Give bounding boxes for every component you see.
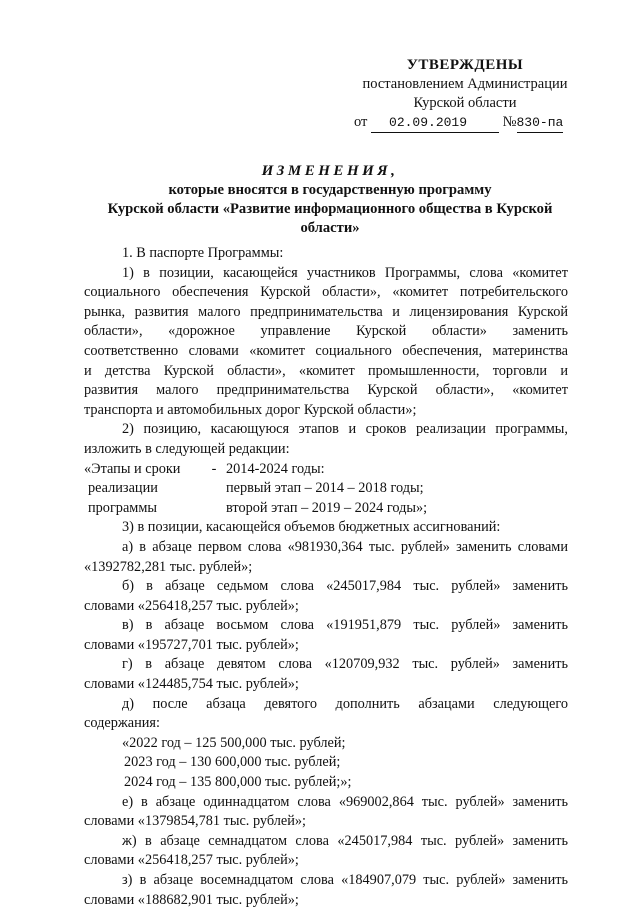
text-line: а) в абзаце первом слова «981930,364 тыс. рублей» заменить словами xyxy=(122,538,568,555)
text-line: словами «195727,701 тыс. рублей»; xyxy=(84,636,299,653)
document-title xyxy=(100,162,560,238)
document-body xyxy=(84,244,568,910)
item-v xyxy=(84,616,568,655)
stages-label: программы xyxy=(88,499,158,516)
from-label: от xyxy=(354,114,368,130)
stages-label: «Этапы и сроки xyxy=(84,460,181,477)
item-b xyxy=(84,577,568,616)
approval-line-2: Курской области xyxy=(413,95,517,111)
date-underline-tail xyxy=(485,113,499,133)
text-line: развития малого предпринимательства Курской области», «комитет xyxy=(84,382,568,399)
number-label: № xyxy=(502,114,517,130)
approval-date: 02.09.2019 xyxy=(371,113,485,133)
text-line: з) в абзаце восемнадцатом слова «184907,079 тыс. рублей» заменить xyxy=(122,872,568,888)
stages-row xyxy=(84,460,568,480)
title-line-2: Курской области «Развитие информационного общества в Курской xyxy=(107,201,553,217)
text-line: словами «256418,257 тыс. рублей»; xyxy=(84,597,299,614)
year-line: 2023 год – 130 600,000 тыс. рублей; xyxy=(124,754,341,771)
approval-number: 830-па xyxy=(517,113,563,133)
text-line: ж) в абзаце семнадцатом слова «245017,984 тыс. рублей» заменить xyxy=(122,832,568,849)
year-line: «2022 год – 125 500,000 тыс. рублей; xyxy=(122,734,346,751)
title-line-1: которые вносятся в государственную программу xyxy=(168,182,492,198)
approval-date-line xyxy=(352,113,578,133)
stages-dash: - xyxy=(211,460,217,477)
text-line: 2) позицию, касающуюся этапов и сроков реализации программы, xyxy=(122,421,568,438)
item-d xyxy=(84,695,568,734)
title-line-3: области» xyxy=(300,220,360,236)
paragraph-participants xyxy=(84,264,568,421)
stages-value: второй этап – 2019 – 2024 годы»; xyxy=(226,499,428,516)
text-line: и детства Курской области», «комитет промышленности, торговли и xyxy=(84,362,568,379)
text-line: соответственно словами «комитет социального обеспечения, материнства xyxy=(84,342,568,359)
text-line: б) в абзаце седьмом слова «245017,984 тыс. рублей» заменить xyxy=(122,578,568,595)
title-heading: ИЗМЕНЕНИЯ, xyxy=(261,163,399,179)
text-line: д) после абзаца девятого дополнить абзацами следующего xyxy=(122,695,568,712)
text-line: г) в абзаце девятом слова «120709,932 тыс. рублей» заменить xyxy=(122,656,568,673)
stages-value: 2014-2024 годы: xyxy=(226,460,325,477)
stages-table xyxy=(84,460,568,519)
years-list xyxy=(84,734,568,793)
text-line: «1392782,281 тыс. рублей»; xyxy=(84,558,253,575)
text-line: словами «1379854,781 тыс. рублей»; xyxy=(84,813,307,830)
stages-label: реализации xyxy=(88,480,158,497)
stages-value: первый этап – 2014 – 2018 годы; xyxy=(226,480,424,497)
item-zh xyxy=(84,832,568,871)
paragraph-stages xyxy=(84,420,568,459)
approval-line-1: постановлением Администрации xyxy=(362,76,568,92)
text-line: содержания: xyxy=(84,715,160,732)
stages-row xyxy=(84,499,568,519)
text-line: 1) в позиции, касающейся участников Программы, слова «комитет xyxy=(122,264,568,281)
item-g xyxy=(84,655,568,694)
text-line: транспорта и автомобильных дорог Курской области»; xyxy=(84,401,417,418)
item-e xyxy=(84,793,568,832)
text-line: словами «124485,754 тыс. рублей»; xyxy=(84,676,299,693)
stages-row xyxy=(84,479,568,499)
text-line: е) в абзаце одиннадцатом слова «969002,864 тыс. рублей» заменить xyxy=(122,793,568,810)
item-a xyxy=(84,538,568,577)
text-line: в) в абзаце восьмом слова «191951,879 тыс. рублей» заменить xyxy=(122,617,568,634)
text-line: области», «дорожное управление Курской области» заменить xyxy=(84,323,568,340)
item-z xyxy=(84,871,568,910)
text-line: словами «188682,901 тыс. рублей»; xyxy=(84,891,299,908)
text-line: словами «256418,257 тыс. рублей»; xyxy=(84,852,299,869)
text-line: социального обеспечения Курской области», «комитет потребительского xyxy=(84,284,568,301)
paragraph-budget: 3) в позиции, касающейся объемов бюджетных ассигнований: xyxy=(122,519,501,536)
text-line: изложить в следующей редакции: xyxy=(84,440,290,457)
approval-heading: УТВЕРЖДЕНЫ xyxy=(406,57,524,73)
year-line: 2024 год – 135 800,000 тыс. рублей;»; xyxy=(124,774,352,791)
text-line: рынка, развития малого предпринимательства и лицензирования Курской xyxy=(84,303,568,320)
paragraph-1: 1. В паспорте Программы: xyxy=(122,245,284,261)
approval-block xyxy=(352,56,578,133)
